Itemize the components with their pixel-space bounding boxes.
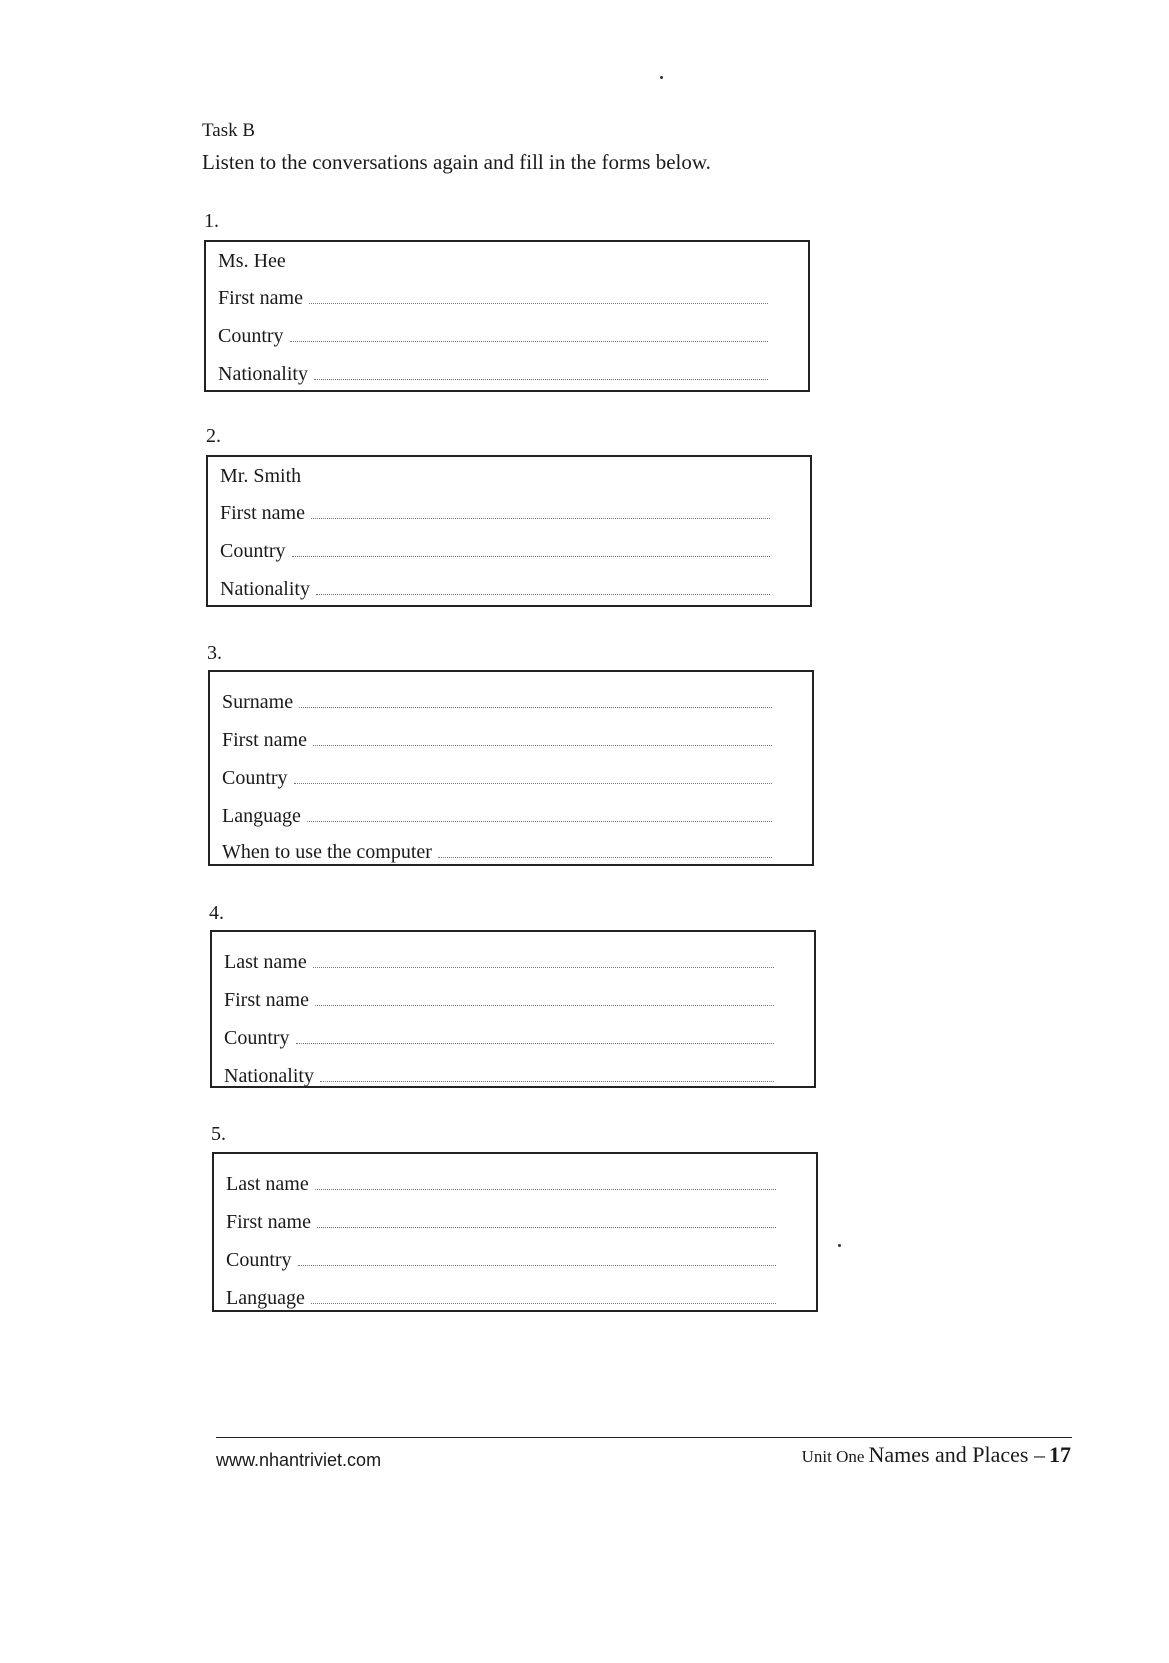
form-3-field-language [222, 798, 772, 828]
form-1 [204, 240, 810, 392]
footer-page-info [802, 1442, 1071, 1468]
fill-in-line[interactable] [313, 966, 774, 968]
form-5-number: 5. [211, 1123, 226, 1145]
form-4-field-last-name [224, 944, 774, 974]
form-4-number: 4. [209, 902, 224, 924]
form-5-field-first-name [226, 1204, 776, 1234]
form-5 [212, 1152, 818, 1312]
fill-in-line[interactable] [315, 1188, 776, 1190]
form-4-field-first-name [224, 982, 774, 1012]
field-label: Country [222, 767, 288, 789]
field-label: Last name [224, 951, 307, 973]
field-label: Country [224, 1027, 290, 1049]
field-label: Language [222, 805, 301, 827]
fill-in-line[interactable] [298, 1264, 776, 1266]
field-label: Country [218, 325, 284, 347]
form-2-field-nationality [220, 571, 770, 601]
fill-in-line[interactable] [299, 706, 772, 708]
form-1-number: 1. [204, 210, 219, 232]
form-5-field-language [226, 1280, 776, 1310]
form-3-field-first-name [222, 722, 772, 752]
form-1-field-nationality [218, 356, 768, 386]
section-title: Names and Places – [868, 1442, 1045, 1467]
fill-in-line[interactable] [438, 856, 772, 858]
task-label: Task B [202, 120, 256, 141]
field-label: Nationality [224, 1065, 314, 1087]
fill-in-line[interactable] [309, 302, 768, 304]
fill-in-line[interactable] [307, 820, 772, 822]
unit-label: Unit One [801, 1447, 865, 1466]
form-2-field-country [220, 533, 770, 563]
field-label: Language [226, 1287, 305, 1309]
scan-speck [660, 76, 663, 79]
field-label: First name [226, 1211, 311, 1233]
fill-in-line[interactable] [314, 378, 768, 380]
form-2-title: Mr. Smith [220, 465, 302, 487]
form-4-field-country [224, 1020, 774, 1050]
form-2-field-first-name [220, 495, 770, 525]
form-3-field-when-to-use-computer [222, 834, 772, 864]
form-5-field-last-name [226, 1166, 776, 1196]
form-1-field-country [218, 318, 768, 348]
form-4-field-nationality [224, 1058, 774, 1088]
task-instructions: Listen to the conversations again and fill in the forms below. [202, 150, 711, 174]
fill-in-line[interactable] [296, 1042, 774, 1044]
field-label: When to use the computer [222, 841, 432, 863]
footer-rule [216, 1437, 1072, 1438]
form-3-field-surname [222, 684, 772, 714]
form-3-field-country [222, 760, 772, 790]
field-label: First name [220, 502, 305, 524]
fill-in-line[interactable] [316, 593, 770, 595]
field-label: Country [226, 1249, 292, 1271]
field-label: First name [224, 989, 309, 1011]
scan-speck [838, 1244, 841, 1247]
page-number: 17 [1049, 1442, 1071, 1467]
form-1-field-first-name [218, 280, 768, 310]
fill-in-line[interactable] [290, 340, 768, 342]
fill-in-line[interactable] [315, 1004, 774, 1006]
fill-in-line[interactable] [294, 782, 772, 784]
fill-in-line[interactable] [317, 1226, 776, 1228]
fill-in-line[interactable] [320, 1080, 774, 1082]
field-label: First name [218, 287, 303, 309]
footer-url: www.nhantriviet.com [216, 1450, 382, 1470]
field-label: Last name [226, 1173, 309, 1195]
form-4 [210, 930, 816, 1088]
form-3 [208, 670, 814, 866]
form-3-number: 3. [207, 642, 222, 664]
field-label: Nationality [220, 578, 310, 600]
field-label: Nationality [218, 363, 308, 385]
field-label: Country [220, 540, 286, 562]
fill-in-line[interactable] [311, 1302, 776, 1304]
form-5-field-country [226, 1242, 776, 1272]
field-label: First name [222, 729, 307, 751]
form-1-title: Ms. Hee [218, 250, 286, 272]
fill-in-line[interactable] [313, 744, 772, 746]
form-2-number: 2. [206, 425, 221, 447]
field-label: Surname [222, 691, 294, 713]
form-2 [206, 455, 812, 607]
fill-in-line[interactable] [292, 555, 770, 557]
fill-in-line[interactable] [311, 517, 770, 519]
